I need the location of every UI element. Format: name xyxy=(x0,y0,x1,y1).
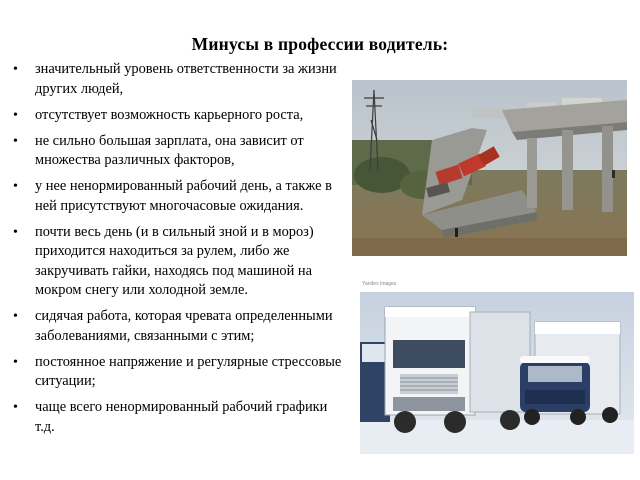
bullet-text: у нее ненормированный рабочий день, а также в ней присутствуют многочасовые ожидания. xyxy=(35,178,332,214)
bullet-item xyxy=(10,106,350,126)
bullet-item xyxy=(10,60,350,99)
slide-title: Минусы в профессии водитель: xyxy=(191,34,449,54)
snowy-trucks-photo xyxy=(360,292,634,454)
bullet-text: не сильно большая зарплата, она зависит от множества различных факторов, xyxy=(35,132,304,168)
bullet-item xyxy=(10,398,350,437)
bullet-list xyxy=(10,60,350,444)
bullet-marker: • xyxy=(13,400,18,415)
bullet-text: почти весь день (и в сильный зной и в мороз) приходится находиться за рулем, либо же закручивать гайки, находясь под машиной на мокром снегу или холодной земле. xyxy=(35,223,314,298)
bullet-item xyxy=(10,307,350,346)
photo-credit: Yandex Images xyxy=(362,281,397,287)
bullet-item xyxy=(10,353,350,392)
bullet-marker: • xyxy=(13,309,18,324)
bullet-text: отсутствует возможность карьерного роста, xyxy=(35,106,304,123)
bullet-text: чаще всего ненормированный рабочий графики т.д. xyxy=(35,399,328,435)
bullet-text: сидячая работа, которая чревата определенными заболеваниями, связанными с этим; xyxy=(35,308,333,344)
bullet-marker: • xyxy=(13,179,18,194)
bullet-item xyxy=(10,132,350,171)
bullet-marker: • xyxy=(13,354,18,370)
bullet-text: постоянное напряжение и регулярные стрессовые ситуации; xyxy=(35,353,342,389)
bullet-marker: • xyxy=(13,133,18,149)
bullet-item xyxy=(10,223,350,301)
bullet-text: значительный уровень ответственности за жизни других людей, xyxy=(35,61,337,97)
bullet-marker: • xyxy=(13,224,18,240)
bullet-marker: • xyxy=(13,62,18,77)
bullet-marker: • xyxy=(13,107,18,123)
bridge-collapse-photo xyxy=(352,80,627,256)
bullet-item xyxy=(10,177,350,216)
